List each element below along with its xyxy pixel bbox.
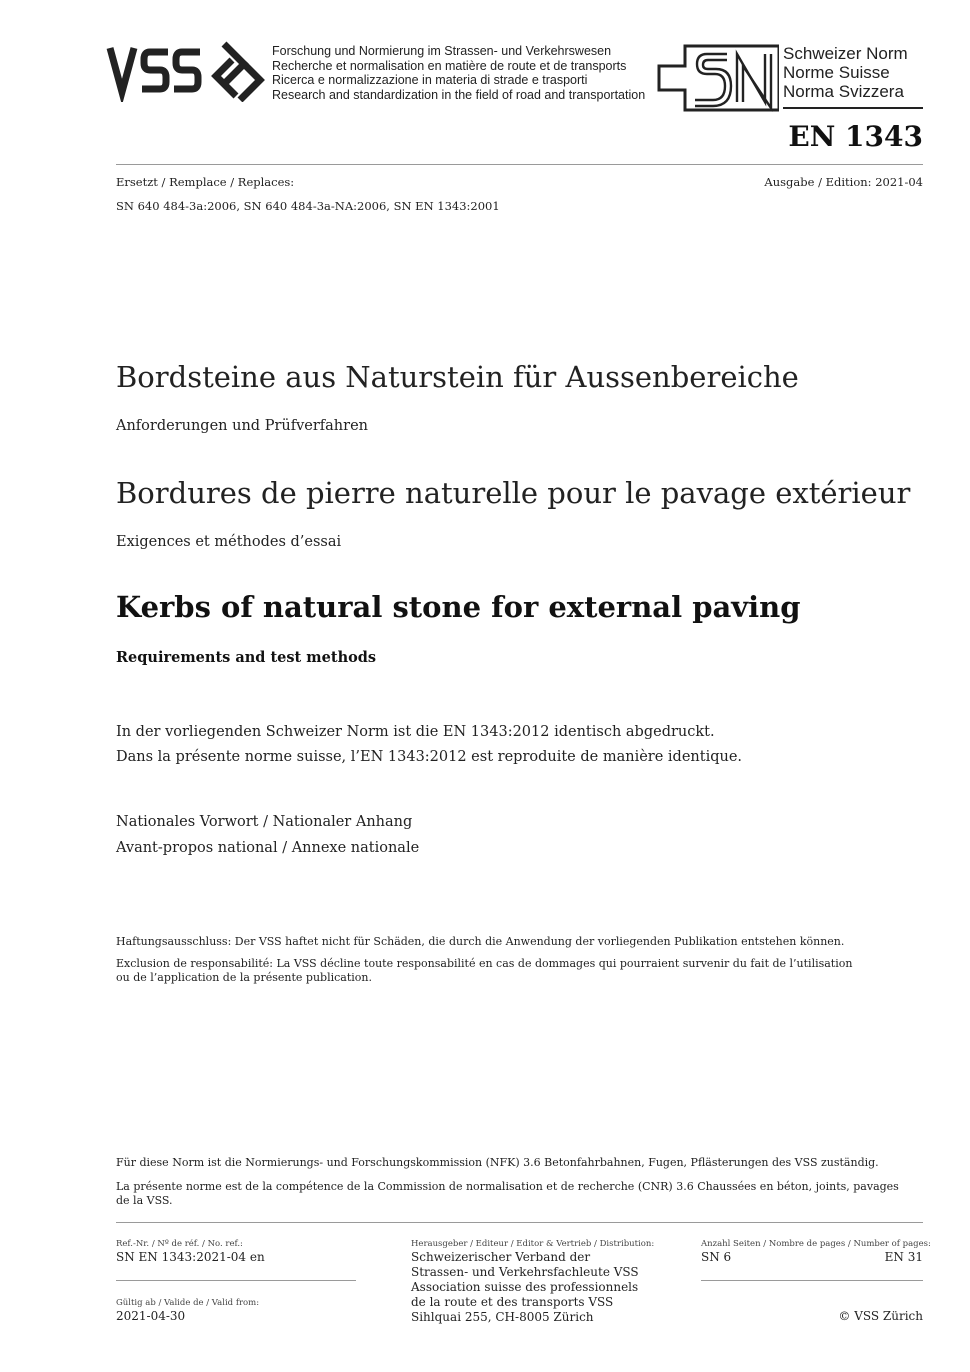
identical-note-fr: Dans la présente norme suisse, l’EN 1343:2012 est reproduite de manière identique. [116,749,743,765]
vss-tagline-it: Ricerca e normalizzazione in materia di strade e trasporti [272,73,588,87]
publisher-line: de la route et des transports VSS [411,1295,614,1309]
subtitle-french: Exigences et méthodes d’essai [116,534,342,550]
disclaimer-fr [116,957,876,984]
disclaimer-fr-line2: ou de l’application de la présente publication. [116,970,372,984]
publisher-line: Association suisse des professionnels [411,1280,639,1294]
identical-note-de: In der vorliegenden Schweizer Norm ist die EN 1343:2012 identisch abgedruckt. [116,724,715,740]
header-divider [116,164,923,165]
pages-label: Anzahl Seiten / Nombre de pages / Number of pages: [701,1239,931,1249]
competence-fr-line1: La présente norme est de la compétence de la Commission de normalisation et de recherche (CNR) 3.6 Chaussées en béton, joints, pavages [116,1180,899,1193]
disclaimer-fr-line1: Exclusion de responsabilité: La VSS décline toute responsabilité en cas de dommages qui pourraient survenir du fait de l’utilisation [116,957,853,970]
national-note-fr: Avant-propos national / Annexe nationale [116,840,420,856]
copyright: © VSS Zürich [838,1309,923,1323]
vss-tagline-fr: Recherche et normalisation en matière de route et de transports [272,58,627,73]
title-french: Bordures de pierre naturelle pour le pavage extérieur [116,476,911,510]
sn-logo [655,44,779,112]
publisher-line: Sihlquai 255, CH-8005 Zürich [411,1310,594,1324]
valid-from-label: Gültig ab / Valide de / Valid from: [116,1298,260,1308]
title-english: Kerbs of natural stone for external paving [116,590,801,624]
sn-label-de: Schweizer Norm [783,44,908,63]
footer-col1-divider [116,1280,356,1281]
subtitle-german: Anforderungen und Prüfverfahren [116,418,368,434]
vss-tagline-en: Research and standardization in the field of road and transportation [272,87,646,102]
ref-label: Ref.-Nr. / Nº de réf. / No. ref.: [116,1239,243,1249]
ref-value: SN EN 1343:2021-04 en [116,1250,265,1264]
title-german: Bordsteine aus Naturstein für Aussenbereiche [116,360,799,394]
vss-tagline [272,44,652,102]
competence-fr-line2: de la VSS. [116,1193,173,1207]
publisher-address [411,1250,639,1325]
competence-fr [116,1180,906,1207]
competence-de: Für diese Norm ist die Normierungs- und Forschungskommission (NFK) 3.6 Betonfahrbahnen, Fugen, Pflästerungen des VSS zuständig. [116,1156,879,1169]
pages-sn: SN 6 [701,1250,732,1264]
sn-underline [783,107,923,109]
replaces-value: SN 640 484-3a:2006, SN 640 484-3a-NA:2006, SN EN 1343:2001 [116,199,500,213]
valid-from-value: 2021-04-30 [116,1309,186,1323]
sn-label [783,44,908,101]
sn-label-fr: Norme Suisse [783,63,890,82]
subtitle-english: Requirements and test methods [116,649,377,666]
edition-label: Ausgabe / Edition: 2021-04 [764,175,923,189]
sn-label-it: Norma Svizzera [783,82,904,101]
replaces-label: Ersetzt / Remplace / Replaces: [116,175,295,189]
disclaimer-de: Haftungsausschluss: Der VSS haftet nicht für Schäden, die durch die Anwendung der vorliegenden Publikation entstehen können. [116,935,845,948]
publisher-label: Herausgeber / Editeur / Editor & Vertrieb / Distribution: [411,1239,655,1249]
publisher-line: Schweizerischer Verband der [411,1250,591,1264]
publisher-line: Strassen- und Verkehrsfachleute VSS [411,1265,639,1279]
vss-logo [106,40,266,102]
footer-col3-divider [701,1280,923,1281]
standard-number: EN 1343 [788,120,923,153]
pages-en: EN 31 [884,1250,923,1264]
footer-divider [116,1222,923,1223]
national-note-de: Nationales Vorwort / Nationaler Anhang [116,814,413,830]
vss-tagline-de: Forschung und Normierung im Strassen- und Verkehrswesen [272,44,612,58]
